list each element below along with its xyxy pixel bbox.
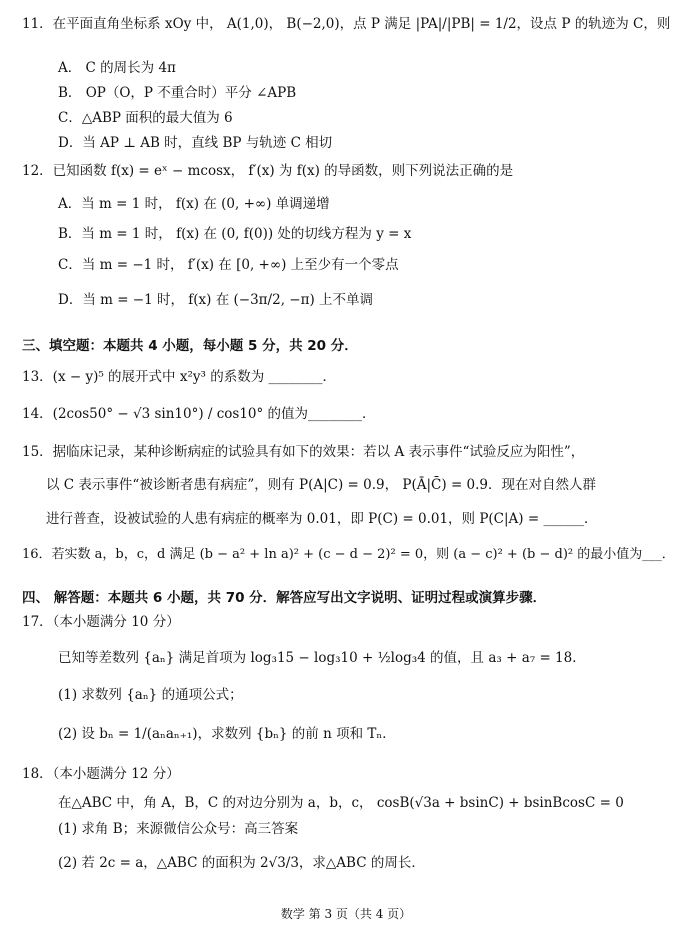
q12-option-b: B．当 m = 1 时， f(x) 在 (0, f(0)) 处的切线方程为 y = x <box>58 226 412 242</box>
q11-stem: 11．在平面直角坐标系 xOy 中， A(1,0)， B(−2,0)，点 P 满足 |PA|/|PB| = 1/2，设点 P 的轨迹为 C，则 <box>22 16 671 32</box>
section-3-heading: 三、填空题：本题共 4 小题，每小题 5 分，共 20 分． <box>22 338 358 354</box>
q17-heading: 17．（本小题满分 10 分） <box>22 614 180 630</box>
q15-line-2: 以 C 表示事件“被诊断者患有病症”，则有 P(A|C) = 0.9， P(Ā|C̄) = 0.9．现在对自然人群 <box>46 477 597 493</box>
q11-option-c: C．△ABP 面积的最大值为 6 <box>58 110 233 126</box>
q18-part-1: (1) 求角 B；来源微信公众号：高三答案 <box>58 821 299 837</box>
q12-option-d: D．当 m = −1 时， f(x) 在 (−3π/2, −π) 上不单调 <box>58 292 374 308</box>
q18-heading: 18．（本小题满分 12 分） <box>22 766 180 782</box>
q11-option-a: A． C 的周长为 4π <box>58 60 176 76</box>
q18-part-2: (2) 若 2c = a，△ABC 的面积为 2√3/3，求△ABC 的周长． <box>58 855 425 871</box>
q13: 13．(x − y)⁵ 的展开式中 x²y³ 的系数为 ________． <box>22 369 336 385</box>
q15-line-1: 15．据临床记录，某种诊断病症的试验具有如下的效果：若以 A 表示事件“试验反应为阳性”， <box>22 444 585 460</box>
page-footer: 数学 第 3 页（共 4 页） <box>280 907 412 921</box>
q17-part-2: (2) 设 bₙ = 1/(aₙaₙ₊₁)，求数列 {bₙ} 的前 n 项和 Tₙ． <box>58 726 396 742</box>
q15-line-3: 进行普查，设被试验的人患有病症的概率为 0.01，即 P(C) = 0.01，则 P(C|A) = ______． <box>46 511 598 527</box>
q12-stem: 12．已知函数 f(x) = eˣ − mcosx， f′(x) 为 f(x) 的导函数，则下列说法正确的是 <box>22 163 514 179</box>
q18-stem: 在△ABC 中，角 A，B，C 的对边分别为 a，b，c， cosB(√3a + bsinC) + bsinBcosC = 0 <box>58 795 624 811</box>
section-4-heading: 四、 解答题：本题共 6 小题，共 70 分．解答应写出文字说明、证明过程或演算步骤． <box>22 590 547 606</box>
q12-option-c: C．当 m = −1 时， f′(x) 在 [0, +∞) 上至少有一个零点 <box>58 257 399 273</box>
q14: 14．(2cos50° − √3 sin10°) / cos10° 的值为________． <box>22 406 376 422</box>
q12-option-a: A．当 m = 1 时， f(x) 在 (0, +∞) 单调递增 <box>58 196 330 212</box>
q17-stem: 已知等差数列 {aₙ} 满足首项为 log₃15 − log₃10 + ½log₃4 的值，且 a₃ + a₇ = 18． <box>58 650 586 666</box>
q11-option-d: D．当 AP ⊥ AB 时，直线 BP 与轨迹 C 相切 <box>58 135 333 151</box>
q17-part-1: (1) 求数列 {aₙ} 的通项公式； <box>58 687 243 703</box>
q16: 16．若实数 a，b，c，d 满足 (b − a² + ln a)² + (c − d − 2)² = 0，则 (a − c)² + (b − d)² 的最小值为___． <box>22 547 675 562</box>
q11-option-b: B． OP（O，P 不重合时）平分 ∠APB <box>58 85 297 101</box>
